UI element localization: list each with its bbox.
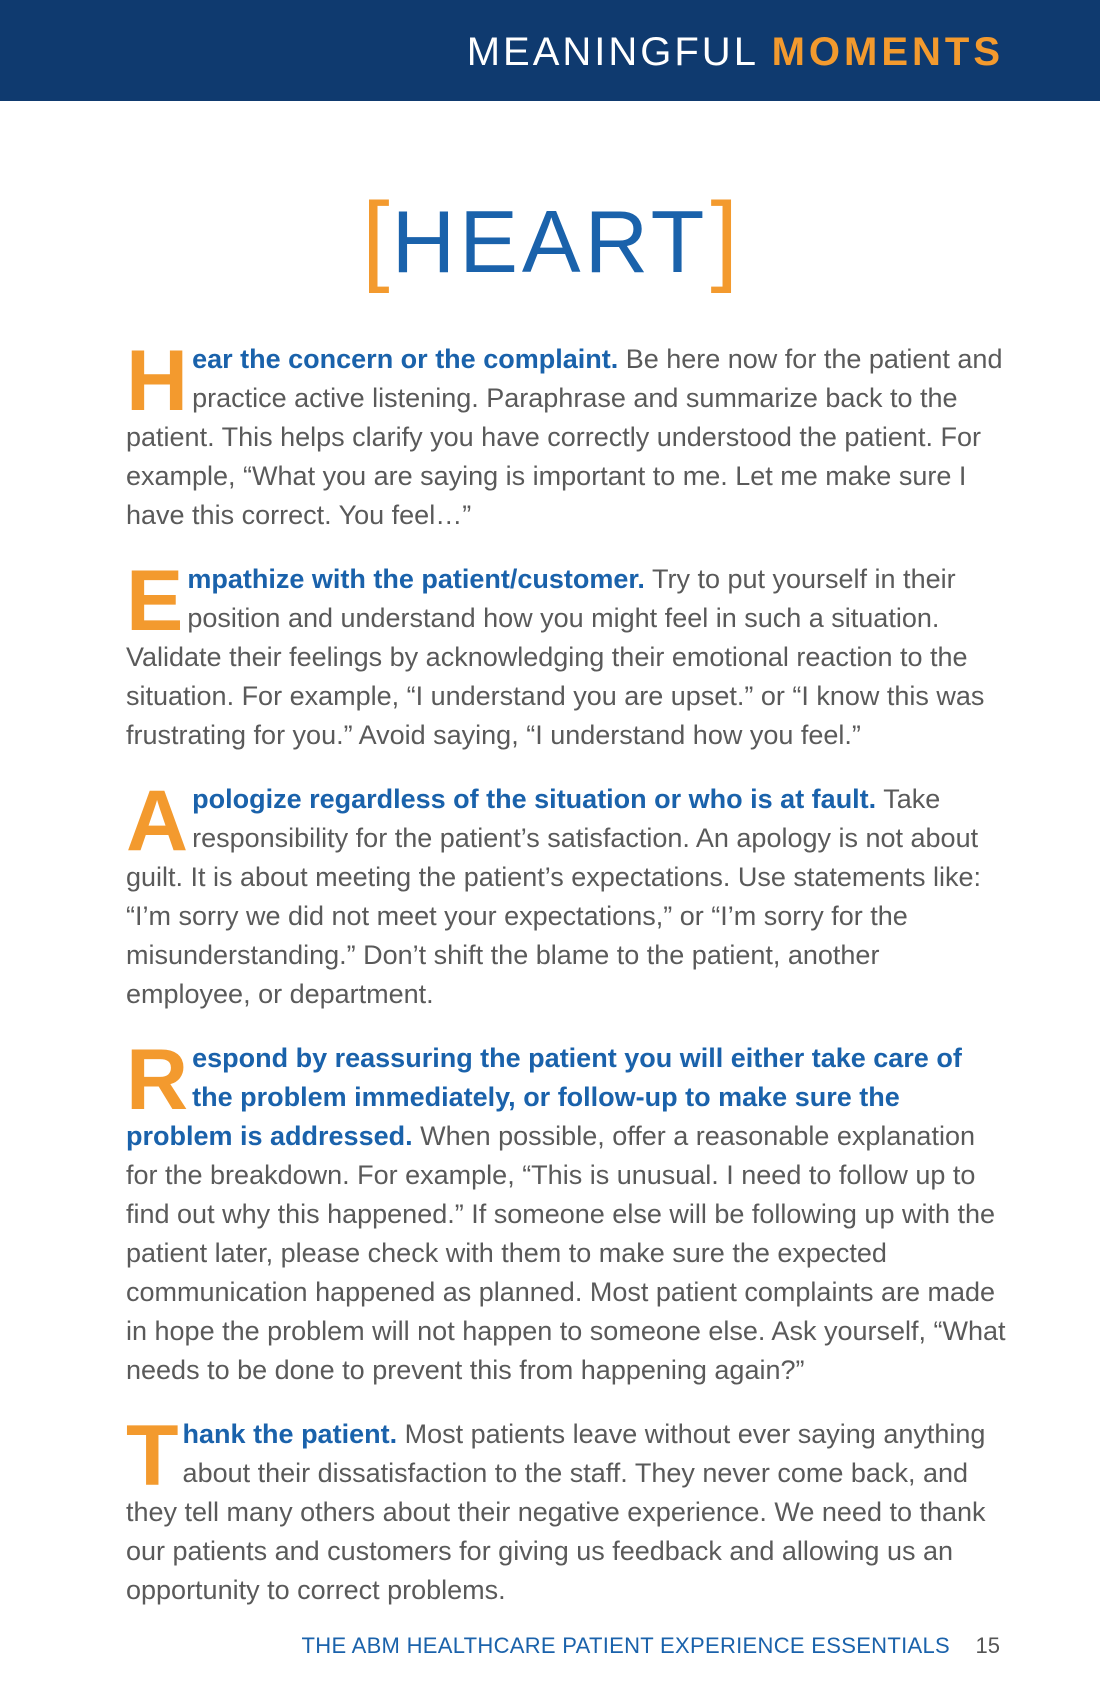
paragraph-body: Try to put yourself in their position and understand how you might feel in such a situation. Validate their feelings by acknowledging their emotional reaction to the situation. For example, “I understand you are upset.” or “I know this was frustrating for you.” Avoid saying, “I understand how you feel.” <box>126 564 985 750</box>
drop-cap: H <box>126 333 189 429</box>
drop-cap: T <box>126 1408 179 1504</box>
section-title-bold: MOMENTS <box>771 30 1004 74</box>
page-number: 15 <box>975 1633 1000 1658</box>
paragraph-lead: hank the patient. <box>182 1419 398 1449</box>
heading-close-bracket: ] <box>710 182 739 294</box>
paragraph-lead: ear the concern or the complaint. <box>192 344 619 374</box>
paragraph-hear <box>126 333 1006 535</box>
paragraph-body: Most patients leave without ever saying anything about their dissatisfaction to the staff. They never come back, and they tell many others about their negative experience. We need to thank our patients and customers for giving us feedback and allowing us an opportunity to correct problems. <box>126 1419 986 1605</box>
paragraph-body: When possible, offer a reasonable explanation for the breakdown. For example, “This is unusual. I need to follow up to find out why this happened.” If someone else will be following up with the patient later, please check with them to make sure the expected communication happened as planned. Most patient complaints are made in hope the problem will not happen to someone else. Ask yourself, “What needs to be done to prevent this from happening again?” <box>126 1121 1006 1385</box>
header-band <box>0 0 1100 101</box>
paragraph-thank <box>126 1408 1006 1610</box>
heading-word: HEART <box>391 192 709 291</box>
paragraph-body: Take responsibility for the patient’s satisfaction. An apology is not about guilt. It is about meeting the patient’s expectations. Use statements like: “I’m sorry we did not meet your expectations,” or “I’m sorry for the misunderstanding.” Don’t shift the blame to the patient, another employee, or department. <box>126 784 981 1009</box>
paragraph-body: Be here now for the patient and practice active listening. Paraphrase and summarize back to the patient. This helps clarify you have correctly understood the patient. For example, “What you are saying is important to me. Let me make sure I have this correct. You feel…” <box>126 344 1003 530</box>
footer-title: THE ABM HEALTHCARE PATIENT EXPERIENCE ESSENTIALS <box>301 1633 950 1658</box>
section-title-light: MEANINGFUL <box>466 30 772 74</box>
drop-cap: E <box>126 553 184 649</box>
paragraph-respond <box>126 1032 1006 1390</box>
drop-cap: R <box>126 1032 189 1128</box>
paragraph-lead: mpathize with the patient/customer. <box>187 564 645 594</box>
page-heading <box>0 182 1100 294</box>
heart-content <box>126 333 1006 1635</box>
heading-open-bracket: [ <box>361 182 390 294</box>
paragraph-lead: espond by reassuring the patient you will either take care of the problem immediately, or follow-up to make sure the problem is addressed. <box>126 1043 962 1151</box>
paragraph-empathize <box>126 553 1006 755</box>
drop-cap: A <box>126 773 189 869</box>
paragraph-apologize <box>126 773 1006 1014</box>
paragraph-lead: pologize regardless of the situation or who is at fault. <box>192 784 877 814</box>
section-title <box>467 28 1004 76</box>
